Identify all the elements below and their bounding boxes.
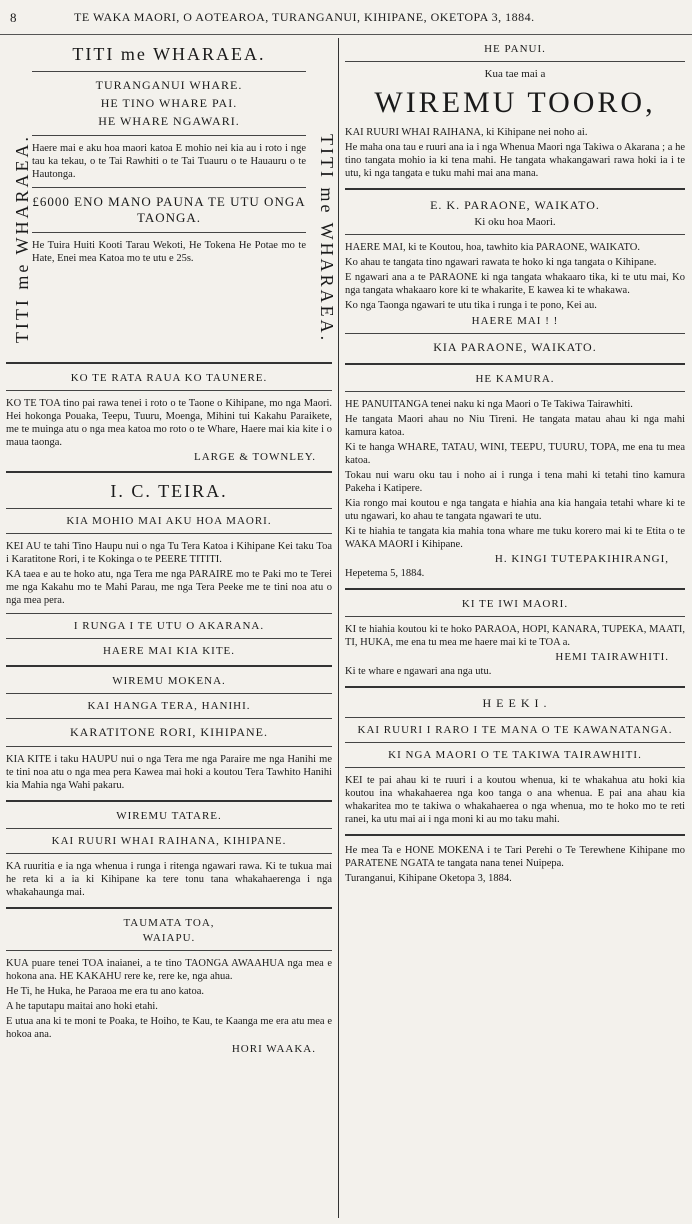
iwi-ad (345, 598, 685, 678)
heeki-ad (345, 696, 685, 885)
titi-body2: He Tuira Huiti Kooti Tarau Wekoti, He Tokena He Potae mo te Hate, Enei mea Katoa mo te utu e 25s. (32, 240, 306, 264)
paraone-body4: Ko nga Taonga ngawari te utu tika i runga i te pono, Kei au. (345, 300, 597, 311)
paraone-title: E. K. PARAONE, WAIKATO. (430, 198, 600, 212)
heeki-title: H E E K I . (482, 696, 548, 710)
titi-ad (6, 44, 337, 354)
teira-sub: KIA MOHIO MAI AKU HOA MAORI. (66, 515, 272, 527)
rata-title: KO TE RATA RAUA KO TAUNERE. (70, 372, 268, 384)
titi-body: Haere mai e aku hoa maori katoa E mohio nei kia au i roto i nge tau ka tekau, o te Tai Rawhiti o te Tai Tuauru o te Hauauru o te Hautonga. (32, 143, 306, 180)
paraone-sub: Ki oku hoa Maori. (474, 216, 556, 228)
right-column (345, 40, 685, 887)
left-column (6, 40, 337, 1055)
panui-ad (345, 43, 685, 180)
rata-signature: LARGE & TOWNLEY. (193, 451, 316, 463)
taumata-body3: A he taputapu maitai ano hoki etahi. (6, 1001, 158, 1012)
kamura-date: Hepetema 5, 1884. (345, 568, 425, 579)
teira-body2: KA taea e au te hoko atu, nga Tera me nga PARAIRE mo te Paki mo te Terei me nga Kakahu mo te Mahi Parau, me nga Tera Peeke me te tini noa atu o nga mea pera. (6, 569, 332, 606)
taumata-sub: WAIAPU. (142, 932, 196, 944)
teira-title: I. C. TEIRA. (110, 481, 228, 501)
page-number: 8 (10, 10, 17, 25)
paraone-signature: HAERE MAI ! ! (471, 315, 559, 327)
kamura-signature: H. KINGI TUTEPAKIHIRANGI, (494, 553, 669, 565)
rata-body: KO TE TOA tino pai rawa tenei i roto o te Taone o Kihipane, mo nga Maori. Hei hokonga Pouaka, Teepu, Tuuru, Moenga, Mihini tui Kakahu Paraikete, me te muinga atu o nga mea katoa mo roto o te Whare, Haere mai kia kite i o maua taonga. (6, 398, 332, 448)
paraone-ad (345, 198, 685, 355)
titi-sub1: TURANGANUI WHARE. (95, 78, 243, 92)
paraone-body1: HAERE MAI, ki te Koutou, hoa, tawhito kia PARAONE, WAIKATO. (345, 242, 640, 253)
teira-body1: KEI AU te tahi Tino Haupu nui o nga Tu Tera Katoa i Kihipane Kei taku Toa i Karatitone Rori, i te Kokinga o te PEERE TITITI. (6, 541, 332, 565)
masthead-bar (0, 0, 692, 35)
titi-title: TITI me WHARAEA. (72, 44, 266, 64)
taumata-signature: HORI WAAKA. (231, 1043, 316, 1055)
tatare-sub: KAI RUURI WHAI RAIHANA, KIHIPANE. (51, 835, 287, 847)
heeki-body: KEI te pai ahau ki te ruuri i a koutou whenua, ki te whakahua atu hoki kia koutou ina whakahaerea nga koo tanga o ana whenua. E pai ana ahau kia whakaritea mo te takiwa o whakahaerea o nga whenua, mo te hoko mo te reti ranei, ka utu mai ai i nga moni ki au mo taku mahi. (345, 775, 685, 825)
kamura-body6: Ki te hiahia te tangata kia mahia tona whare me tuku korero mai ki te Etita o te WAKA MAORI i Kihipane. (345, 526, 685, 550)
panui-intro: Kua tae mai a (484, 68, 546, 80)
titi-vertical-left: TITI me WHARAEA. (12, 134, 32, 344)
kamura-body2: He tangata Maori ahau no Niu Tireni. He tangata matau ahau ki nga mahi kamura katoa. (345, 414, 685, 438)
paraone-body2: Ko ahau te tangata tino ngawari rawata te hoko ki nga tangata o Kihipane. (345, 257, 657, 268)
iwi-title: KI TE IWI MAORI. (461, 598, 569, 610)
teira-line1: I RUNGA I TE UTU O AKARANA. (73, 620, 265, 632)
tatare-title: WIREMU TATARE. (116, 810, 222, 822)
taumata-title: TAUMATA TOA, (123, 917, 215, 929)
masthead-title: TE WAKA MAORI, O AOTEAROA, TURANGANUI, KIHIPANE, OKETOPA 3, 1884. (74, 10, 535, 24)
kamura-ad (345, 373, 685, 580)
teira-ad (6, 481, 332, 657)
column-divider (338, 38, 339, 1218)
mokena-ad (6, 675, 332, 792)
panui-title: HE PANUI. (484, 43, 546, 55)
kamura-title: HE KAMURA. (475, 373, 555, 385)
taumata-body2: He Ti, he Huka, he Paraoa me era tu ano katoa. (6, 986, 204, 997)
mokena-heading: KARATITONE RORI, KIHIPANE. (69, 725, 268, 739)
panui-body2: He maha ona tau e ruuri ana ia i nga Whenua Maori nga Takiwa o Akarana ; a he tino tangata mohio ia ki tena mahi. He tangata whakangawari rawa hoki ia i te utu, ki nga tangata e tuku mahi mai ana mana. (345, 142, 685, 179)
mokena-title: WIREMU MOKENA. (112, 675, 226, 687)
titi-offer: £6000 ENO MANO PAUNA TE UTU ONGA TAONGA. (32, 194, 306, 225)
tatare-ad (6, 810, 332, 899)
titi-sub2: HE TINO WHARE PAI. (100, 96, 238, 110)
titi-sub3: HE WHARE NGAWARI. (98, 114, 240, 128)
tatare-body: KA ruuritia e ia nga whenua i runga i ritenga ngawari rawa. Ki te tukua mai he reta ki a ia ki Kihipane ka tere tonu tana whakahaerenga i nga whakahaunga mai. (6, 861, 332, 898)
mokena-sub: KAI HANGA TERA, HANIHI. (87, 700, 251, 712)
kamura-body1: HE PANUITANGA tenei naku ki nga Maori o Te Takiwa Tairawhiti. (345, 399, 633, 410)
panui-body1: KAI RUURI WHAI RAIHANA, ki Kihipane nei noho ai. (345, 127, 588, 138)
kamura-body3: Ki te hanga WHARE, TATAU, WINI, TEEPU, TUURU, TOPA, me ena tu mea katoa. (345, 442, 685, 466)
heeki-footer-date: Turanganui, Kihipane Oketopa 3, 1884. (345, 873, 512, 884)
rata-ad (6, 372, 332, 463)
teira-line2: HAERE MAI KIA KITE. (102, 645, 236, 657)
iwi-signature: HEMI TAIRAWHITI. (555, 651, 669, 663)
heeki-sub1: KAI RUURI I RARO I TE MANA O TE KAWANATANGA. (357, 724, 673, 736)
kamura-body5: Kia rongo mai koutou e nga tangata e hiahia ana kia hangaia tetahi whare ki te utu ngawari, ko ahau te tangata ngawari te utu. (345, 498, 685, 522)
titi-vertical-right: TITI me WHARAEA. (317, 134, 337, 344)
iwi-note: Ki te whare e ngawari ana nga utu. (345, 666, 492, 677)
iwi-body: KI te hiahia koutou ki te hoko PARAOA, HOPI, KANARA, TUPEKA, MAATI, TI, HUKA, me ena tu mea me haere mai ki te TOA a. (345, 624, 685, 648)
mokena-body: KIA KITE i taku HAUPU nui o nga Tera me nga Paraire me nga Hanihi me te tini noa atu o nga mea pera Kawea mai hoki a koutou Tera Tawhito Hanihi kia Mahia nga Wahi pakaru. (6, 754, 332, 791)
paraone-body3: E ngawari ana a te PARAONE ki nga tangata whakaaro tika, ki te utu mai, Ko nga tangata whakaaro kore ki te whakarite, E kawea ki te whakawa. (345, 272, 685, 296)
taumata-body4: E utua ana ki te moni te Poaka, te Hoiho, te Kau, te Kaanga me era atu mea e hokoa ana. (6, 1016, 332, 1040)
taumata-ad (6, 917, 332, 1055)
taumata-body1: KUA puare tenei TOA inaianei, a te tino TAONGA AWAAHUA nga mea e hokona ana. HE KAKAHU rere ke, rere ke, nga ahua. (6, 958, 332, 982)
kamura-body4: Tokau nui waru oku tau i noho ai i runga i tena mahi ki tetahi tino kamura Pakeha i Katipere. (345, 470, 685, 494)
heeki-sub2: KI NGA MAORI O TE TAKIWA TAIRAWHITI. (388, 749, 642, 761)
heeki-footer: He mea Ta e HONE MOKENA i te Tari Perehi o Te Terewhene Kihipane mo PARATENE NGATA te tangata nana tenei Nuipepa. (345, 845, 685, 869)
paraone-footer: KIA PARAONE, WAIKATO. (433, 340, 597, 354)
panui-name: WIREMU TOORO, (374, 86, 656, 119)
